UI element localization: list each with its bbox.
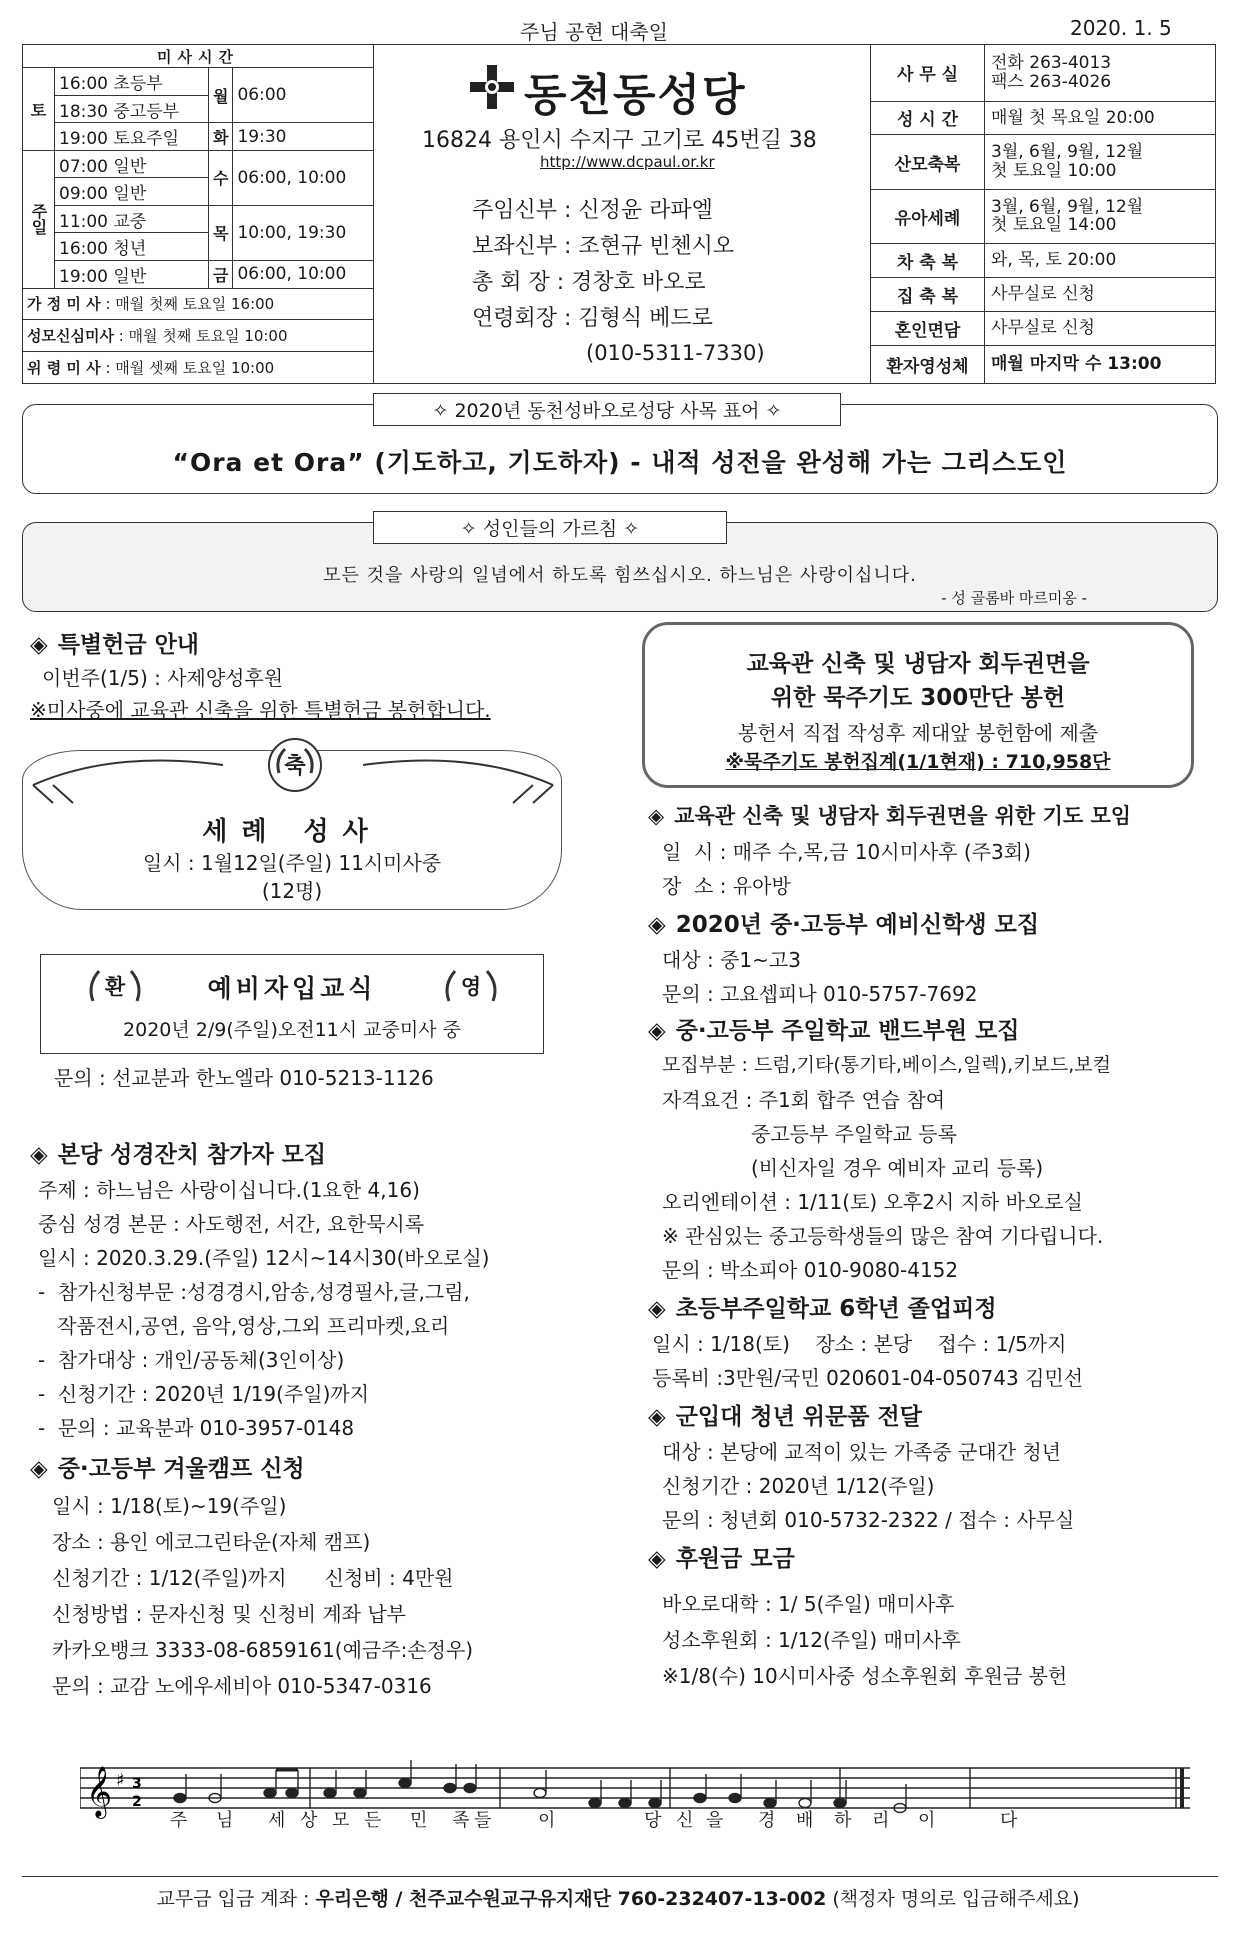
prayer-meeting-line: 일 시 : 매주 수,목,금 10시미사후 (주3회) <box>662 840 1031 864</box>
baptism-box <box>22 750 562 910</box>
footer-account: 우리은행 / 천주교수원교구유지재단 760-232407-13-002 <box>315 1888 827 1910</box>
wed-label: 수 <box>209 150 233 205</box>
fri-label: 금 <box>209 261 233 289</box>
office-value-1: 매월 첫 목요일 20:00 <box>985 101 1216 135</box>
graduation-title: ◈ 초등부주일학교 6학년 졸업피정 <box>648 1296 997 1322</box>
donation-title: ◈ 후원금 모금 <box>648 1546 795 1572</box>
footer <box>0 1884 1236 1911</box>
band-title: ◈ 중·고등부 주일학교 밴드부원 모집 <box>648 1018 1020 1044</box>
special-mass-2: 성모신심미사 : 매월 첫째 토요일 10:00 <box>23 320 374 352</box>
saints-tag: ✧ 성인들의 가르침 ✧ <box>373 511 727 544</box>
office-value-7: 매월 마지막 수 13:00 <box>985 345 1216 383</box>
sun-time-4: 16:00 청년 <box>55 233 209 261</box>
office-label-5: 집 축 복 <box>871 277 985 311</box>
lyric-syllable: 신 <box>676 1810 694 1831</box>
soldier-title: ◈ 군입대 청년 위문품 전달 <box>648 1404 922 1430</box>
bible-festival-line: - 참가대상 : 개인/공동체(3인이상) <box>38 1348 345 1372</box>
lyric-syllable: 리 <box>872 1810 890 1831</box>
church-url[interactable]: http://www.dcpaul.or.kr <box>540 153 715 171</box>
occasion: 주님 공현 대축일 <box>520 20 668 44</box>
mon-label: 월 <box>209 68 233 123</box>
lyric-syllable: 님 <box>216 1810 234 1831</box>
soldier-line: 문의 : 청년회 010-5732-2322 / 접수 : 사무실 <box>662 1508 1075 1532</box>
fri-time: 06:00, 10:00 <box>233 261 374 289</box>
special-offering-line-1: 이번주(1/5) : 사제양성후원 <box>42 666 284 690</box>
staff-pastor: 주임신부 : 신정윤 라파엘 <box>472 198 713 223</box>
winter-camp-line: 카카오뱅크 3333-08-6859161(예금주:손정우) <box>52 1638 474 1662</box>
donation-line: ※1/8(수) 10시미사중 성소후원회 후원금 봉헌 <box>662 1664 1068 1688</box>
motto-box <box>22 400 1218 494</box>
bible-festival-line: 일시 : 2020.3.29.(주일) 12시~14시30(바오로실) <box>38 1246 490 1270</box>
saints-author: - 성 골롬바 마르미옹 - <box>941 589 1087 607</box>
office-value-0: 전화 263-4013 팩스 263-4026 <box>985 45 1216 102</box>
time-sig-icon: 2 <box>132 1794 142 1810</box>
rosary-title-1: 교육관 신축 및 냉담자 회두권면을 <box>746 651 1090 677</box>
baptism-count: (12명) <box>261 879 323 903</box>
lyrics-row <box>0 1806 1236 1836</box>
top-line <box>0 8 1236 42</box>
tue-label: 화 <box>209 123 233 151</box>
prayer-meeting-line: 장 소 : 유아방 <box>662 874 791 898</box>
special-mass-1: 가 정 미 사 : 매월 첫째 토요일 16:00 <box>23 288 374 320</box>
sat-time-2: 18:30 중고등부 <box>55 95 209 123</box>
graduation-line: 등록비 :3만원/국민 020601-04-050743 김민선 <box>652 1366 1084 1390</box>
lyric-syllable: 경 <box>758 1810 776 1831</box>
office-value-4: 와, 목, 토 20:00 <box>985 243 1216 277</box>
office-value-3: 3월, 6월, 9월, 12월 첫 토요일 14:00 <box>985 189 1216 243</box>
lyric-syllable: 배 <box>796 1810 814 1831</box>
cross-icon <box>468 63 516 111</box>
lyric-syllable: 든 <box>364 1810 382 1831</box>
bible-festival-line: 주제 : 하느님은 사랑이십니다.(1요한 4,16) <box>38 1178 420 1202</box>
catechumen-contact: 문의 : 선교분과 한노엘라 010-5213-1126 <box>54 1066 434 1090</box>
staff-assistant: 보좌신부 : 조현규 빈첸시오 <box>472 234 735 259</box>
lyric-syllable: 모 <box>332 1810 350 1831</box>
office-label-2: 산모축복 <box>871 135 985 189</box>
office-label-4: 차 축 복 <box>871 243 985 277</box>
pre-seminary-title: ◈ 2020년 중·고등부 예비신학생 모집 <box>648 912 1040 938</box>
baptism-emblem-char: 축 <box>284 754 306 779</box>
sat-time-1: 16:00 초등부 <box>55 68 209 96</box>
winter-camp-line: 장소 : 용인 에코그린타운(자체 캠프) <box>52 1530 371 1554</box>
bible-festival-line: - 참가신청부문 :성경경시,암송,성경필사,글,그림, <box>38 1280 470 1304</box>
band-line: (비신자일 경우 예비자 교리 등록) <box>662 1156 1044 1180</box>
catechumen-left-char: 환 <box>104 975 126 999</box>
lyric-syllable: 족 <box>452 1810 470 1831</box>
sun-label: 주일 <box>23 150 55 288</box>
office-label-7: 환자영성체 <box>871 345 985 383</box>
office-info-table <box>870 44 1216 384</box>
lyric-syllable: 당 <box>644 1810 662 1831</box>
soldier-line: 대상 : 본당에 교적이 있는 가족중 군대간 청년 <box>662 1440 1061 1464</box>
bible-festival-line: - 문의 : 교육분과 010-3957-0148 <box>38 1416 355 1440</box>
rosary-line-2: ※묵주기도 봉헌집계(1/1현재) : 710,958단 <box>725 751 1111 773</box>
bulletin-date: 2020. 1. 5 <box>1070 16 1172 40</box>
motto-tag: ✧ 2020년 동천성바오로성당 사목 표어 ✧ <box>373 393 841 426</box>
wed-time: 06:00, 10:00 <box>233 150 374 205</box>
soldier-line: 신청기간 : 2020년 1/12(주일) <box>662 1474 935 1498</box>
office-label-6: 혼인면담 <box>871 311 985 345</box>
baptism-title: 세례 성사 <box>202 817 382 847</box>
sun-time-1: 07:00 일반 <box>55 150 209 178</box>
diamond-icon: ◈ <box>30 632 48 658</box>
diamond-icon: ◈ <box>30 1456 48 1482</box>
lyric-syllable: 상 <box>300 1810 318 1831</box>
donation-line: 바오로대학 : 1/ 5(주일) 매미사후 <box>662 1592 955 1616</box>
office-label-3: 유아세례 <box>871 189 985 243</box>
sun-time-2: 09:00 일반 <box>55 178 209 206</box>
diamond-icon: ◈ <box>30 1142 48 1168</box>
band-line: 오리엔테이션 : 1/11(토) 오후2시 지하 바오로실 <box>662 1190 1083 1214</box>
graduation-line: 일시 : 1/18(토) 장소 : 본당 접수 : 1/5까지 <box>652 1332 1067 1356</box>
lyric-syllable: 세 <box>268 1810 286 1831</box>
baptism-date: 일시 : 1월12일(주일) 11시미사중 <box>142 851 442 875</box>
special-offering-line-2: ※미사중에 교육관 신축을 위한 특별헌금 봉헌합니다. <box>30 698 491 722</box>
diamond-icon: ◈ <box>648 912 666 938</box>
thu-time: 10:00, 19:30 <box>233 205 374 260</box>
saints-quote: 모든 것을 사랑의 일념에서 하도록 힘쓰십시오. 하느님은 사랑이십니다. <box>323 565 917 586</box>
catechumen-date: 2020년 2/9(주일)오전11시 교중미사 중 <box>123 1019 461 1041</box>
church-header <box>374 44 870 384</box>
band-line: 문의 : 박소피아 010-9080-4152 <box>662 1258 959 1282</box>
prayer-meeting-title: ◈ 교육관 신축 및 냉담자 회두권면을 위한 기도 모임 <box>648 804 1132 828</box>
pre-seminary-line: 문의 : 고요셉피나 010-5757-7692 <box>662 982 978 1006</box>
office-value-5: 사무실로 신청 <box>985 277 1216 311</box>
lyric-syllable: 들 <box>474 1810 492 1831</box>
sun-time-3: 11:00 교중 <box>55 205 209 233</box>
footer-divider <box>22 1876 1218 1877</box>
staff-funeral-head: 연령회장 : 김형식 베드로 <box>472 306 713 331</box>
diamond-icon: ◈ <box>648 1546 666 1572</box>
special-mass-3: 위 령 미 사 : 매월 셋째 토요일 10:00 <box>23 352 374 384</box>
mass-schedule-title: 미사시간 <box>23 45 374 68</box>
rosary-box <box>642 622 1194 788</box>
mass-schedule-table <box>22 44 374 384</box>
rosary-line-1: 봉헌서 직접 작성후 제대앞 봉헌함에 제출 <box>737 721 1099 745</box>
staff-president: 총 회 장 : 경창호 바오로 <box>472 270 706 295</box>
sat-label: 토 <box>23 68 55 151</box>
band-line: 중고등부 주일학교 등록 <box>662 1122 957 1146</box>
lyric-syllable: 을 <box>706 1810 724 1831</box>
lyric-syllable: 이 <box>538 1810 556 1831</box>
bible-festival-line: 작품전시,공연, 음악,영상,그외 프리마켓,요리 <box>38 1314 450 1338</box>
band-line: ※ 관심있는 중고등학생들의 많은 참여 기다립니다. <box>662 1224 1104 1248</box>
winter-camp-line: 신청기간 : 1/12(주일)까지 신청비 : 4만원 <box>52 1566 454 1590</box>
winter-camp-line: 일시 : 1/18(토)~19(주일) <box>52 1494 287 1518</box>
catechumen-title: 예비자입교식 <box>207 974 377 1003</box>
church-name: 동천동성당 <box>524 70 747 121</box>
winter-camp-line: 문의 : 교감 노에우세비아 010-5347-0316 <box>52 1674 432 1698</box>
footer-label: 교무금 입금 계좌 : <box>156 1888 310 1910</box>
motto-text: “Ora et Ora” (기도하고, 기도하자) - 내적 성전을 완성해 가는 그리스도인 <box>172 448 1068 477</box>
rosary-title-2: 위한 묵주기도 300만단 봉헌 <box>770 685 1066 711</box>
office-value-6: 사무실로 신청 <box>985 311 1216 345</box>
diamond-icon: ◈ <box>648 1018 666 1044</box>
office-value-2: 3월, 6월, 9월, 12월 첫 토요일 10:00 <box>985 135 1216 189</box>
pre-seminary-line: 대상 : 중1~고3 <box>662 948 801 972</box>
winter-camp-title: ◈ 중·고등부 겨울캠프 신청 <box>30 1456 305 1482</box>
saints-box <box>22 518 1218 612</box>
sharp-icon: ♯ <box>116 1770 125 1791</box>
band-line: 자격요건 : 주1회 합주 연습 참여 <box>662 1088 946 1112</box>
thu-label: 목 <box>209 205 233 260</box>
mon-time: 06:00 <box>233 68 374 123</box>
bible-festival-line: 중심 성경 본문 : 사도행전, 서간, 요한묵시록 <box>38 1212 425 1236</box>
treble-clef-icon: 𝄞 <box>86 1766 113 1817</box>
sat-time-3: 19:00 토요주일 <box>55 123 209 151</box>
lyric-syllable: 다 <box>1000 1810 1018 1831</box>
lyric-syllable: 이 <box>918 1810 936 1831</box>
catechumen-right-char: 영 <box>460 975 482 999</box>
office-label-1: 성 시 간 <box>871 101 985 135</box>
lyric-syllable: 하 <box>834 1810 852 1831</box>
winter-camp-line: 신청방법 : 문자신청 및 신청비 계좌 납부 <box>52 1602 407 1626</box>
lyric-syllable: 민 <box>410 1810 428 1831</box>
diamond-icon: ◈ <box>648 1296 666 1322</box>
staff-phone: (010-5311-7330) <box>586 341 765 365</box>
time-sig-icon: 3 <box>132 1776 142 1792</box>
sun-time-5: 19:00 일반 <box>55 261 209 289</box>
diamond-icon: ◈ <box>648 804 665 828</box>
special-offering-title: ◈ 특별헌금 안내 <box>30 632 200 658</box>
footer-note: (책정자 명의로 입금해주세요) <box>832 1888 1080 1910</box>
office-label-0: 사 무 실 <box>871 45 985 102</box>
tue-time: 19:30 <box>233 123 374 151</box>
bible-festival-line: - 신청기간 : 2020년 1/19(주일)까지 <box>38 1382 370 1406</box>
church-address: 16824 용인시 수지구 고기로 45번길 38 <box>422 128 817 153</box>
band-line: 모집부분 : 드럼,기타(통기타,베이스,일렉),키보드,보컬 <box>662 1054 1111 1076</box>
catechumen-box <box>40 954 544 1054</box>
bible-festival-title: ◈ 본당 성경잔치 참가자 모집 <box>30 1142 327 1168</box>
diamond-icon: ◈ <box>648 1404 666 1430</box>
donation-line: 성소후원회 : 1/12(주일) 매미사후 <box>662 1628 961 1652</box>
lyric-syllable: 주 <box>170 1810 188 1831</box>
